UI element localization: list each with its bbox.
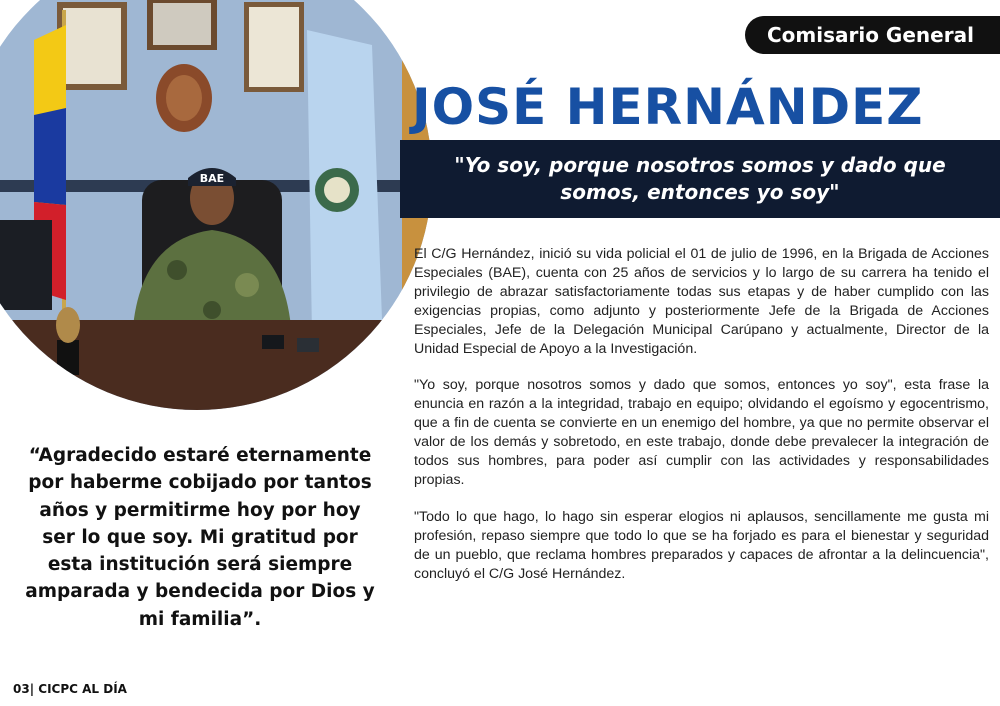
camo-spot (167, 260, 187, 280)
paragraph-1: El C/G Hernández, inició su vida policial el 01 de julio de 1996, en la Brigada de Acciones Especiales (BAE), cuenta con 25 años de servicios y lo largo de su carrera ha tenido el privilegio de abrazar satisfactoriamente todas sus etapas y de haber cumplido con las exigencias propias, como adjunto y posteriormente Jefe de la Brigada de Acciones Especiales, Jefe de la Delegación Municipal Carúpano y actualmente, Director de la Unidad Especial de Apoyo a la Investigación. (414, 246, 989, 357)
gratitude-quote: “Agradecido estaré eternamente por haberme cobijado por tantos años y permitirme hoy por hoy ser lo que soy. Mi gratitud por esta institución será siempre amparada y bendecida por Dios y mi familia”. (25, 445, 375, 630)
portrait-photo (0, 0, 432, 410)
flag-crest-center (324, 177, 350, 203)
flag-blue (34, 108, 66, 205)
office-scene (0, 0, 432, 410)
certificate (63, 8, 121, 84)
plaque-emblem (166, 75, 202, 121)
paragraph-2: "Yo soy, porque nosotros somos y dado que somos, entonces yo soy", esta frase la enuncia en razón a la integridad, trabajo en equipo; olvidando el egoísmo y egocentrismo, que a fin de cuenta se convierte en un enemigo del hombre, ya que no permite observar el valor de los demás y sobretodo, en este trabajo, donde debe prevalecer la integración de todos sus hombres, para poder así cumplir con las actividades y responsabilidades propias. (414, 377, 989, 488)
certificate (249, 7, 299, 87)
picture (153, 3, 211, 45)
bust-statue (56, 307, 80, 343)
camo-spot (203, 301, 221, 319)
phone (297, 338, 319, 352)
quote-band (400, 140, 1000, 218)
cap-label: BAE (199, 172, 225, 185)
computer-monitor (0, 220, 52, 310)
statue-base (57, 340, 79, 375)
article-body (414, 245, 989, 602)
motto-quote: "Yo soy, porque nosotros somos y dado que somos, entonces yo soy" (454, 153, 946, 204)
person-name: JOSÉ HERNÁNDEZ (412, 78, 924, 136)
page-footer: 03| CICPC AL DÍA (13, 682, 127, 696)
phone (262, 335, 284, 349)
camo-spot (235, 273, 259, 297)
paragraph-3: "Todo lo que hago, lo hago sin esperar elogios ni aplausos, sencillamente me gusta mi profesión, repaso siempre que todo lo que se ha forjado es para el bienestar y seguridad de un pueblo, que reclama hombres preparados y capaces de afrontar a la delincuencia", concluyó el C/G José Hernández. (414, 508, 989, 582)
rank-tag: Comisario General (745, 16, 1000, 54)
